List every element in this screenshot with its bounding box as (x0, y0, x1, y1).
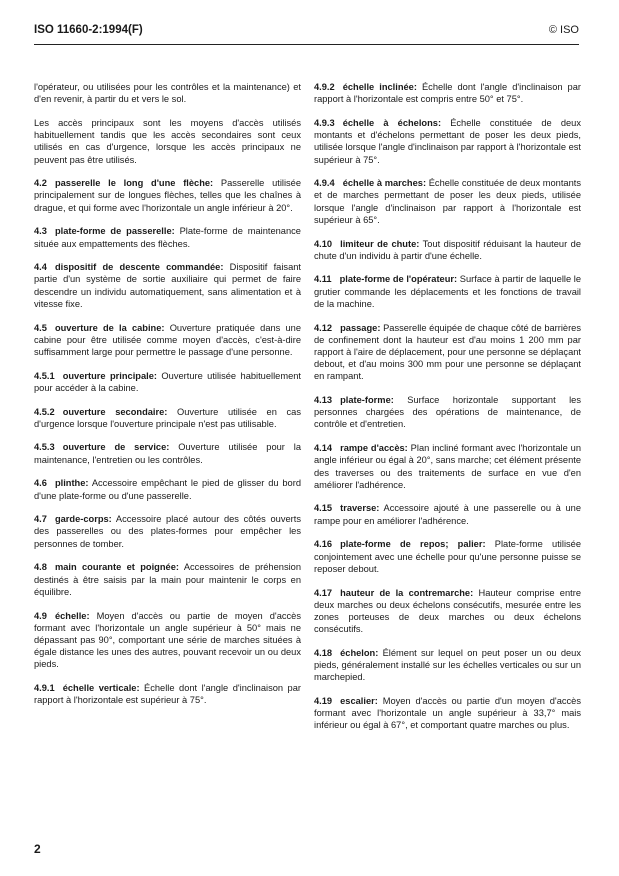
definition-entry (34, 81, 301, 105)
defined-term: escalier: (340, 695, 378, 706)
definition-text: Plan incliné formant avec l'horizontale un angle inférieur ou égal à 20°, sans marche; cet élément présente des traverses ou des traitements de surface en vue d'en améliorer l'adhérence. (314, 443, 582, 490)
clause-number: 4.12 (314, 322, 333, 333)
clause-number: 4.17 (314, 587, 333, 598)
clause-number: 4.5.2 (34, 406, 55, 417)
definition-entry (34, 117, 301, 166)
right-column (314, 81, 581, 743)
definition-text: Tout dispositif réduisant la hauteur de chute d'un individu à partir d'une échelle. (314, 238, 581, 261)
clause-number: 4.5.3 (34, 442, 55, 453)
defined-term: traverse: (340, 503, 380, 514)
definition-text: Accessoire placé autour des côtés ouverts des passerelles ou des plates-formes pour empêcher les personnes de tomber. (34, 514, 301, 549)
defined-term: ouverture secondaire: (62, 406, 168, 417)
definition-entry (314, 587, 581, 636)
definition-entry (314, 117, 581, 166)
copyright-mark: © ISO (548, 24, 579, 36)
definition-entry (314, 538, 581, 575)
document-title: ISO 11660-2:1994(F) (34, 24, 143, 36)
definition-entry (314, 502, 581, 526)
clause-number: 4.10 (314, 238, 333, 249)
defined-term: échelle à échelons: (342, 117, 442, 128)
definition-text: Dispositif faisant partie d'un système de sortie auxiliaire qui permet de faire descendre un individu automatiquement, sans alimentation et à vitesse fixe. (34, 262, 301, 309)
defined-term: plate-forme de repos; palier: (340, 539, 486, 550)
defined-term: plate-forme: (340, 395, 394, 406)
definition-entry (34, 610, 301, 671)
defined-term: dispositif de descente commandée: (54, 262, 224, 273)
clause-number: 4.19 (314, 695, 333, 706)
definition-entry (34, 477, 301, 501)
clause-number: 4.14 (314, 443, 333, 454)
defined-term: ouverture principale: (62, 370, 157, 381)
clause-number: 4.16 (314, 539, 333, 550)
clause-number: 4.5.1 (34, 370, 55, 381)
definition-text: Échelle constituée de deux montants et d'échelons permettant de poser les deux pieds, utilisée lorsque l'angle d'inclinaison par rapport à l'horizontale est supérieur à 75°. (314, 117, 581, 165)
clause-number: 4.11 (314, 274, 332, 285)
definition-text: Hauteur comprise entre deux marches ou deux échelons consécutifs, mesurée entre les zones porteuses de deux marches ou deux échelons consécutifs. (314, 587, 581, 635)
defined-term: échelle: (54, 610, 90, 621)
definition-entry (34, 406, 301, 430)
definition-text: Accessoire empêchant le pied de glisser du bord d'une plate-forme ou d'une passerelle. (34, 478, 301, 501)
clause-number: 4.18 (314, 647, 333, 658)
definition-text: Ouverture utilisée pour la maintenance, l'entretien ou les contrôles. (34, 442, 302, 465)
defined-term: échelle à marches: (342, 178, 427, 189)
definition-entry (34, 682, 301, 706)
definition-text: l'opérateur, ou utilisées pour les contrôles et la maintenance) et d'en revenir, à partir du et vers le sol. (34, 82, 301, 105)
definition-text: Moyen d'accès ou partie de moyen d'accès formant avec l'horizontale un angle supérieur à 50° mais ne dépassant pas 90°, comportant une série de marches situées à égale distance les unes des autres, pouvant recevoir un ou deux pieds. (34, 610, 301, 670)
definition-text: Les accès principaux sont les moyens d'accès utilisés habituellement tandis que les accès secondaires sont ceux utilisés en cas d'urgence, lorsque les accès principaux ne peuvent pas être utilisés. (34, 117, 301, 165)
definition-entry (34, 370, 301, 394)
clause-number: 4.7 (34, 514, 47, 525)
definition-entry (314, 647, 581, 684)
defined-term: plate-forme de passerelle: (54, 226, 175, 237)
definition-text: Échelle dont l'angle d'inclinaison par rapport à l'horizontale est compris entre 50° et 75°. (314, 82, 581, 105)
clause-number: 4.9.3 (314, 117, 335, 128)
definition-text: Passerelle utilisée principalement sur de longues flèches, telles que les chaînes à drague, et qui forme avec l'horizontale un angle inférieur à 20°. (34, 178, 302, 213)
definition-entry (34, 261, 301, 310)
definition-entry (314, 273, 581, 310)
definition-entry (34, 441, 301, 465)
clause-number: 4.6 (34, 478, 47, 489)
header-rule (34, 44, 579, 45)
definition-entry (34, 177, 301, 214)
definition-entry (314, 238, 581, 262)
definition-text: Surface horizontale supportant les personnes chargées des opérations de maintenance, de contrôle et d'entretien. (314, 395, 581, 430)
clause-number: 4.9.1 (34, 683, 55, 694)
definition-entry (314, 177, 581, 226)
definition-entry (314, 81, 581, 105)
definition-text: Élément sur lequel on peut poser un ou deux pieds, généralement installé sur les échelles verticales ou sur un marchepied. (314, 647, 581, 683)
defined-term: ouverture de la cabine: (54, 322, 165, 333)
defined-term: échelle verticale: (62, 683, 140, 694)
definition-entry (34, 322, 301, 359)
clause-number: 4.9.4 (314, 178, 335, 189)
definition-entry (314, 322, 581, 383)
defined-term: plinthe: (54, 478, 89, 489)
definition-entry (34, 561, 301, 598)
definition-text: Passerelle équipée de chaque côté de barrières de confinement dont la hauteur est d'au moins 1 200 mm par rapport à l'aire de déplacement, pour une personne se déplaçant debout, et d'au moins 300 mm pour une personne se déplaçant en rampant. (314, 322, 581, 382)
clause-number: 4.13 (314, 395, 333, 406)
defined-term: rampe d'accès: (340, 443, 408, 454)
defined-term: passerelle le long d'une flèche: (54, 178, 214, 189)
defined-term: passage: (340, 322, 381, 333)
defined-term: ouverture de service: (62, 442, 170, 453)
clause-number: 4.3 (34, 226, 47, 237)
defined-term: échelon: (340, 647, 379, 658)
clause-number: 4.9.2 (314, 82, 335, 92)
left-column (34, 81, 301, 718)
definition-text: Ouverture pratiquée dans une cabine pour être utilisée comme moyen d'accès, c'est-à-dire suffisamment large pour permettre le passage d'une personne. (34, 322, 302, 357)
clause-number: 4.5 (34, 322, 47, 333)
clause-number: 4.4 (34, 262, 47, 273)
definition-text: Ouverture utilisée en cas d'urgence lorsque l'ouverture principale n'est pas utilisable. (34, 406, 301, 429)
definition-entry (34, 225, 301, 249)
page-number: 2 (34, 842, 41, 856)
clause-number: 4.8 (34, 562, 47, 573)
definition-text: Accessoires de préhension destinés à être saisis par la main pour maintenir le corps en équilibre. (34, 562, 302, 597)
clause-number: 4.2 (34, 178, 47, 189)
page-header (34, 24, 579, 40)
definition-text: Plate-forme utilisée conjointement avec une échelle pour qu'une personne puisse se reposer debout. (314, 539, 581, 574)
definition-entry (34, 513, 301, 550)
clause-number: 4.15 (314, 503, 333, 514)
defined-term: plate-forme de l'opérateur: (339, 274, 458, 285)
definition-text: Échelle dont l'angle d'inclinaison par rapport à l'horizontale est supérieur à 75°. (34, 683, 301, 706)
definition-text: Moyen d'accès ou partie d'un moyen d'accès formant avec l'horizontale un angle supérieur à 33,7° mais inférieur ou égal à 67°, et comportant quatre marches ou plus. (314, 695, 581, 731)
defined-term: main courante et poignée: (54, 562, 179, 573)
definition-text: Surface à partir de laquelle le grutier commande les déplacements et les fonctions de travail de la machine. (314, 274, 581, 309)
defined-term: limiteur de chute: (340, 238, 420, 249)
defined-term: garde-corps: (54, 514, 112, 525)
clause-number: 4.9 (34, 610, 47, 621)
definition-text: Accessoire ajouté à une passerelle ou à une rampe pour en améliorer l'adhérence. (314, 503, 581, 526)
definition-text: Échelle constituée de deux montants et de marches permettant de poser les deux pieds, utilisée lorsque l'angle d'inclinaison par rapport à l'horizontale est supérieur à 65°. (314, 178, 581, 225)
defined-term: hauteur de la contremarche: (340, 587, 474, 598)
definition-entry (314, 442, 581, 491)
definition-entry (314, 695, 581, 732)
definition-text: Plate-forme de maintenance située aux empattements des flèches. (34, 226, 301, 249)
definition-text: Ouverture utilisée habituellement pour accéder à la cabine. (34, 370, 301, 393)
definition-entry (314, 394, 581, 431)
defined-term: échelle inclinée: (342, 82, 417, 92)
